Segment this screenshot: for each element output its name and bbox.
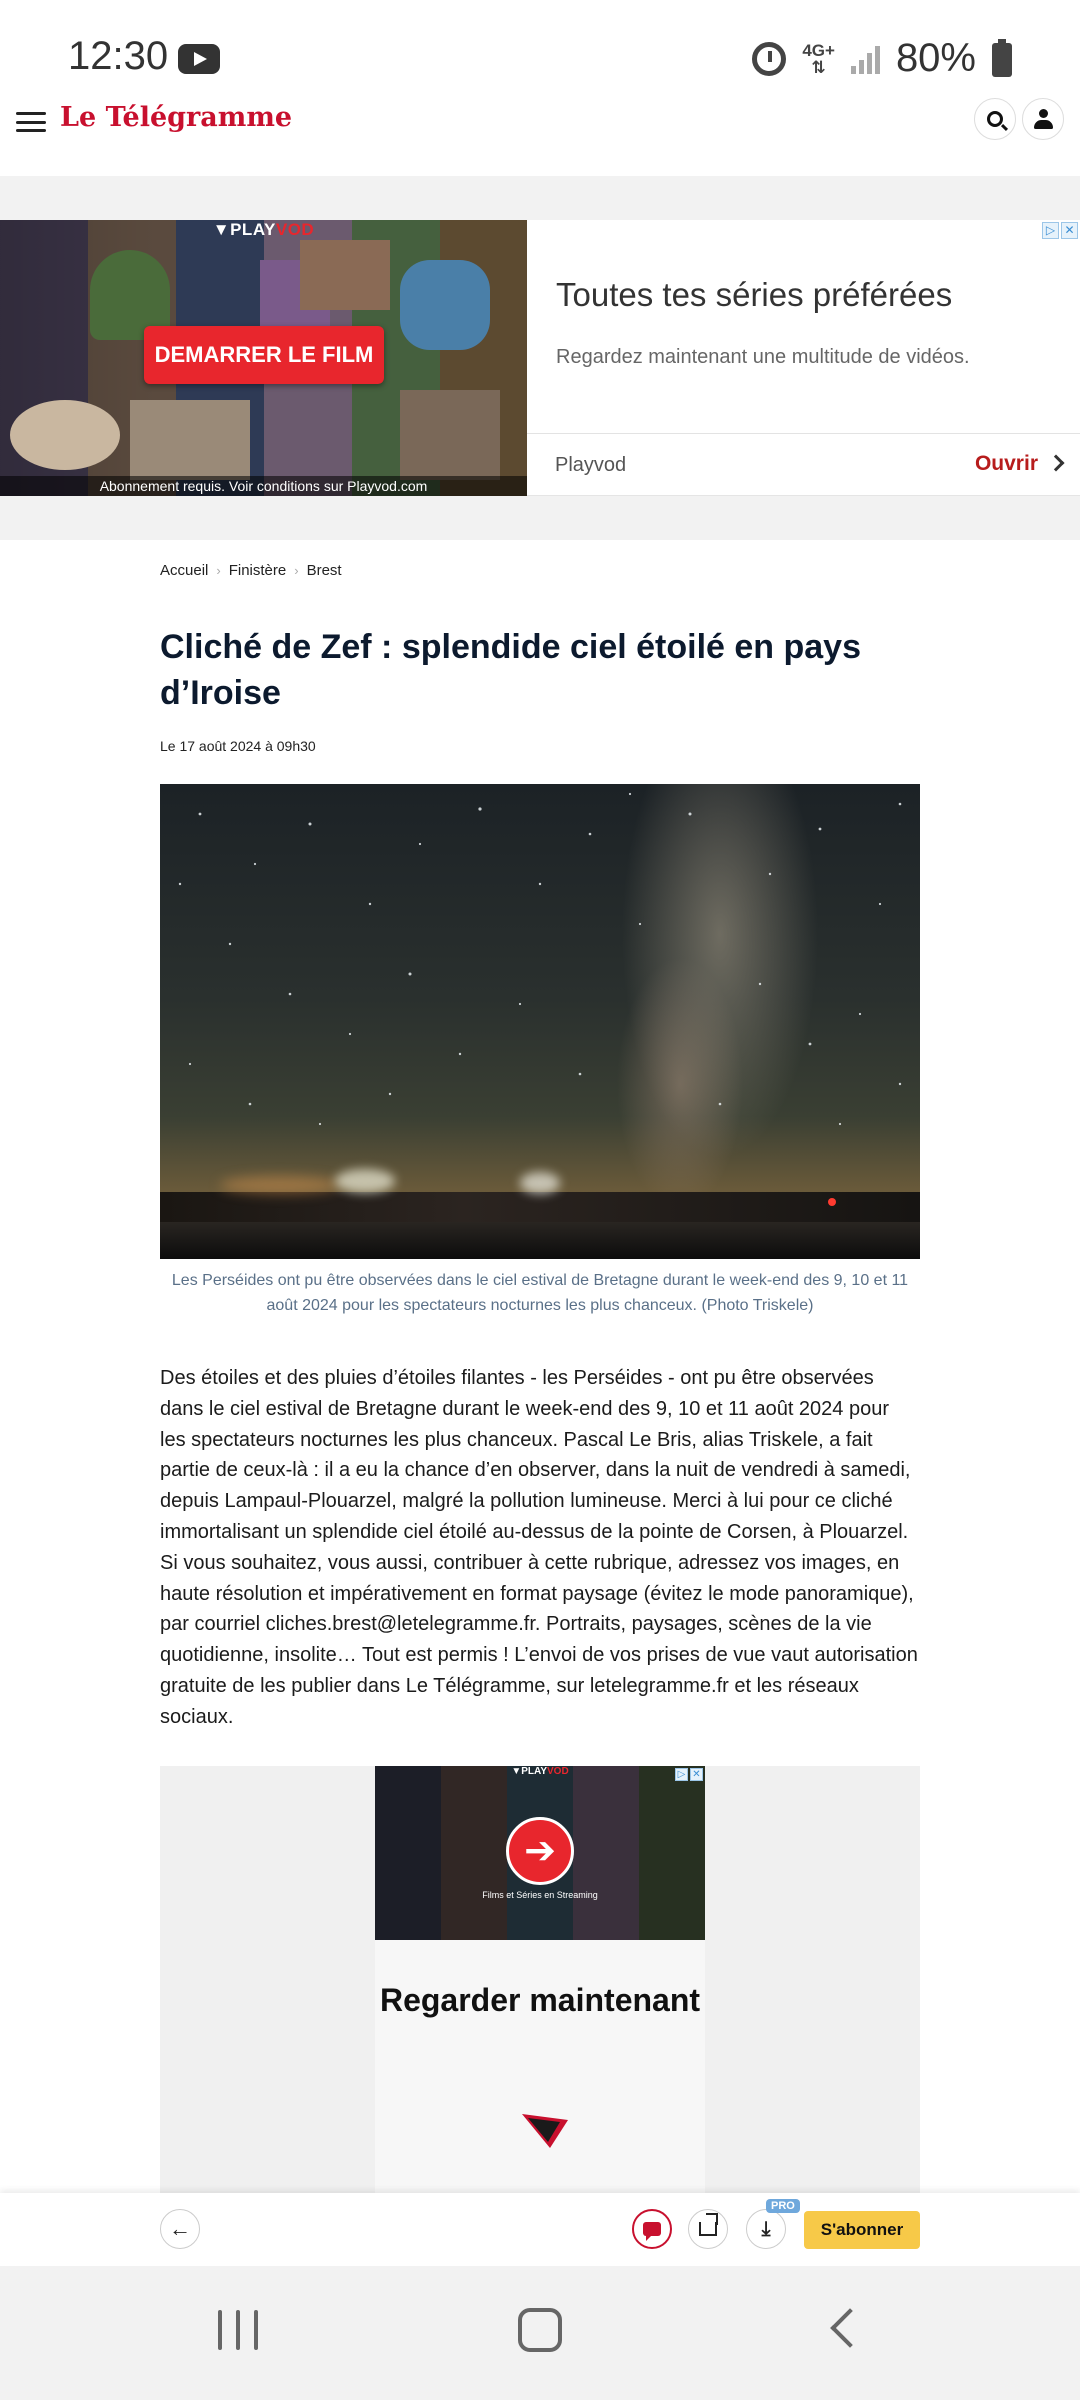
subscribe-button[interactable]: S'abonner xyxy=(804,2211,920,2249)
arrow-left-icon: ← xyxy=(169,2216,191,2241)
breadcrumb xyxy=(160,562,342,579)
article-toolbar xyxy=(0,2193,1080,2266)
alarm-icon xyxy=(752,42,786,76)
youtube-notification-icon xyxy=(178,44,220,74)
close-ad-icon[interactable]: ✕ xyxy=(690,1768,703,1781)
download-button[interactable] xyxy=(746,2209,786,2249)
account-button[interactable] xyxy=(1022,98,1064,140)
ad-open-button[interactable]: Ouvrir xyxy=(974,452,1038,475)
ad-footer xyxy=(527,433,1080,496)
network-label: 4G+ xyxy=(802,40,835,60)
ad-title[interactable]: Toutes tes séries préférées xyxy=(556,276,953,313)
playvod-logo-prefix: PLAY xyxy=(230,220,276,239)
comment-icon xyxy=(643,2222,661,2236)
inline-ad-headline[interactable]: Regarder maintenant xyxy=(379,1982,701,2018)
town-light xyxy=(220,1176,340,1194)
horizon-silhouette xyxy=(160,1192,920,1222)
download-icon: ⤓ xyxy=(761,2218,771,2240)
town-light xyxy=(335,1169,395,1193)
photo-caption: Les Perséides ont pu être observées dans le ciel estival de Bretagne durant le week-end des 9, 10 et 11 août 2024 pour les spectateurs nocturnes les plus chanceux. (Photo Triskele) xyxy=(171,1272,909,1314)
ad-band xyxy=(0,176,1080,540)
breadcrumb-item-brest[interactable]: Brest xyxy=(306,562,342,579)
playvod-logo: ▼PLAYVOD xyxy=(212,220,315,239)
chevron-right-icon[interactable] xyxy=(1048,455,1065,472)
ad-banner[interactable] xyxy=(0,220,1080,496)
network-type: 4G+ ⇅ xyxy=(802,40,835,77)
arrow-right-icon[interactable]: ➔ xyxy=(506,1817,574,1885)
ad-subtitle: Regardez maintenant une multitude de vidéos. xyxy=(556,346,970,368)
site-header xyxy=(0,88,1080,176)
share-icon xyxy=(699,2222,717,2236)
article-photo[interactable] xyxy=(160,784,920,1259)
adchoices-controls[interactable] xyxy=(1042,222,1078,239)
town-light xyxy=(520,1172,560,1194)
site-logo[interactable]: Le Télégramme xyxy=(60,102,293,133)
playvod-logo-prefix: PLAY xyxy=(521,1766,547,1777)
breadcrumb-separator-icon: › xyxy=(294,563,299,578)
article-body: Des étoiles et des pluies d’étoiles filantes - les Perséides - ont pu être observées dans le ciel estival de Bretagne durant le week-end des 9, 10 et 11 août 2024 pour les spectateurs nocturnes les plus chanceux. Pascal Le Bris, alias Triskele, a fait partie de ceux-là : il a eu la chance d’en observer, dans la nuit de vendredi à samedi, depuis Lampaul-Plouarzel, malgré la pollution lumineuse. Merci à lui pour ce cliché immortalisant un splendide ciel étoilé au-dessus de la pointe de Corsen, à Plouarzel. Si vous souhaitez, vous aussi, contribuer à cette rubrique, adressez vos images, en haute résolution et impérativement en format paysage (évitez le mode panoramique), par courriel cliches.brest@letelegramme.fr. Portraits, paysages, scènes de la vie quotidienne, insolite… Tout est permis ! L’envoi de vos prises de vue vaut autorisation gratuite de les publier dans Le Télégramme, sur letelegramme.fr et les réseaux sociaux. xyxy=(160,1367,918,1728)
red-beacon xyxy=(828,1198,836,1206)
playvod-logo: ▼PLAYVOD xyxy=(511,1766,569,1777)
status-right-group xyxy=(752,36,1012,81)
comments-button[interactable] xyxy=(632,2209,672,2249)
breadcrumb-item-finistere[interactable]: Finistère xyxy=(228,562,287,579)
adchoices-icon[interactable]: ▷ xyxy=(1042,222,1059,239)
search-icon xyxy=(987,111,1003,127)
home-icon[interactable] xyxy=(518,2308,562,2352)
back-button[interactable] xyxy=(160,2209,200,2249)
breadcrumb-separator-icon: › xyxy=(216,563,221,578)
playvod-logo-suffix: VOD xyxy=(275,220,315,239)
adchoices-icon[interactable]: ▷ xyxy=(675,1768,688,1781)
playvod-emblem-icon xyxy=(520,2108,570,2152)
user-icon xyxy=(1033,109,1053,129)
ad-legal-text: Abonnement requis. Voir conditions sur Playvod.com xyxy=(0,476,527,496)
ad-advertiser: Playvod xyxy=(555,454,627,476)
breadcrumb-item-home[interactable]: Accueil xyxy=(160,562,209,579)
pro-badge: PRO xyxy=(766,2199,800,2213)
ad-banner-image[interactable] xyxy=(0,220,527,496)
start-film-button[interactable]: DEMARRER LE FILM xyxy=(144,326,384,384)
status-time: 12:30 xyxy=(68,34,169,78)
battery-icon xyxy=(992,43,1012,77)
system-nav-bar xyxy=(0,2266,1080,2400)
article-date: Le 17 août 2024 à 09h30 xyxy=(160,738,316,754)
status-bar xyxy=(0,0,1080,88)
adchoices-controls[interactable] xyxy=(675,1768,703,1781)
battery-percent: 80% xyxy=(895,36,976,80)
inline-ad xyxy=(160,1766,920,2196)
streaming-label: Films et Séries en Streaming xyxy=(482,1890,598,1900)
signal-icon xyxy=(851,44,880,74)
close-ad-icon[interactable]: ✕ xyxy=(1061,222,1078,239)
playvod-logo-suffix: VOD xyxy=(547,1766,569,1777)
article-title: Cliché de Zef : splendide ciel étoilé en pays d’Iroise xyxy=(160,628,861,712)
inline-ad-card[interactable] xyxy=(375,1766,705,2196)
search-button[interactable] xyxy=(974,98,1016,140)
recents-icon[interactable] xyxy=(218,2310,258,2350)
share-button[interactable] xyxy=(688,2209,728,2249)
back-icon[interactable] xyxy=(830,2308,870,2348)
menu-icon[interactable] xyxy=(16,108,46,136)
